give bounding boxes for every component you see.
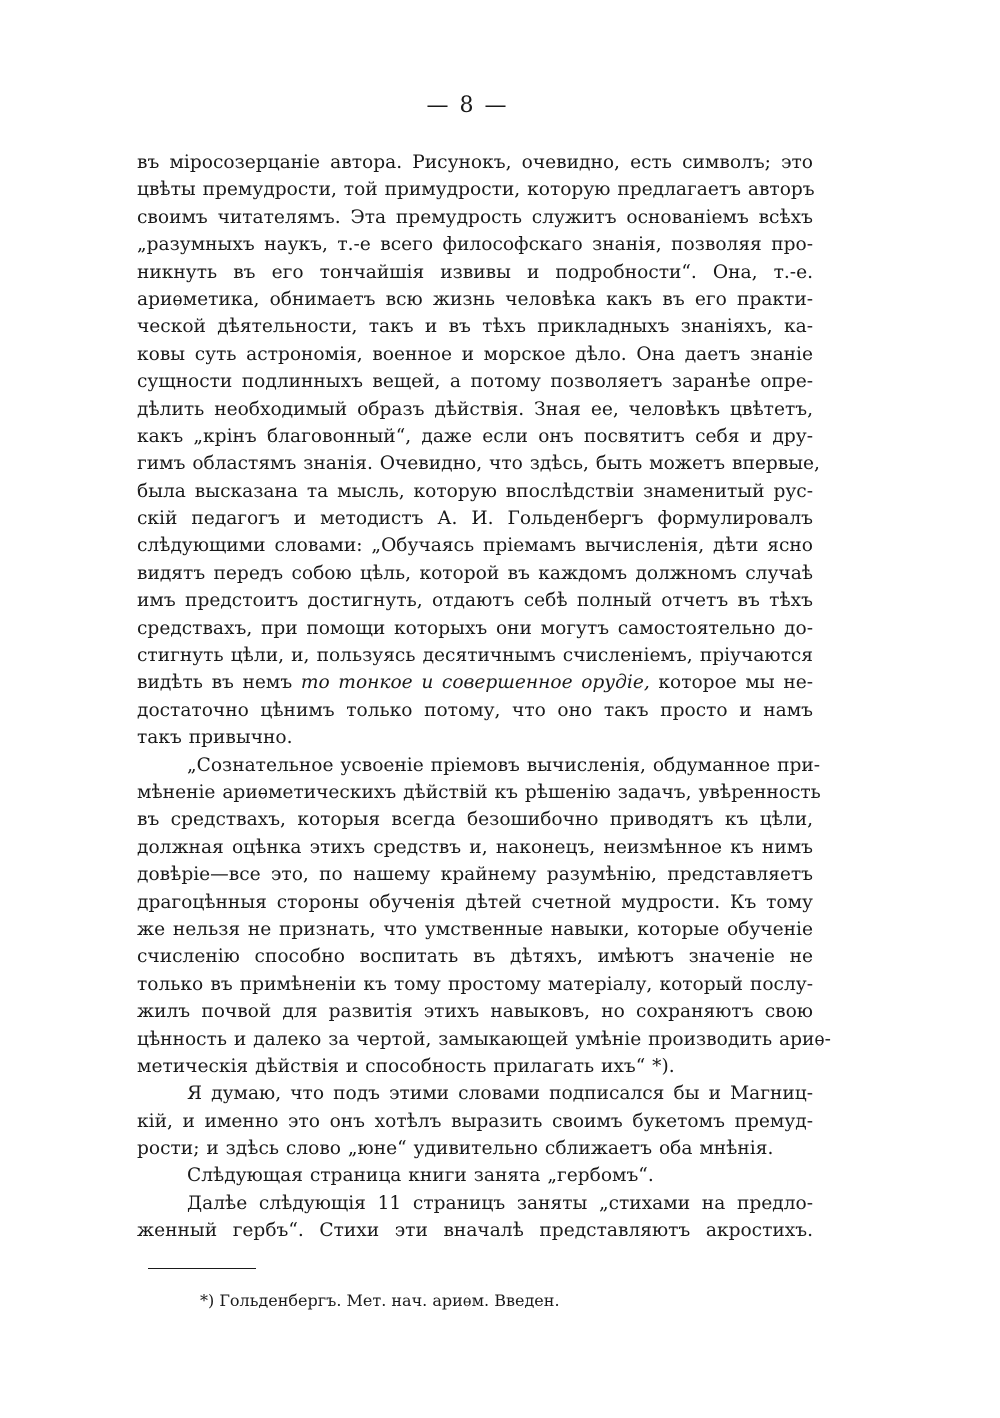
text-line: слѣдующими словами: „Обучаясь пріемамъ вычисленія, дѣти ясно: [137, 535, 813, 557]
text-line: такъ привычно.: [137, 727, 293, 749]
text-segment: которое мы не-: [649, 672, 813, 694]
text-line: ковы суть астрономія, военное и морское дѣло. Она даетъ знаніе: [137, 343, 813, 365]
text-line: женный гербъ“. Стихи эти вначалѣ представляютъ акростихъ.: [137, 1220, 813, 1242]
text-line: видятъ передъ собою цѣль, которой въ каждомъ должномъ случаѣ: [137, 562, 813, 584]
text-line: жилъ почвой для развитія этихъ навыковъ, но сохраняютъ свою: [137, 1001, 813, 1023]
italic-phrase: то тонкое и совершенное орудіе,: [300, 672, 650, 694]
text-line: своимъ читателямъ. Эта премудрость служитъ основаніемъ всѣхъ: [137, 206, 813, 228]
text-line: ариѳметика, обнимаетъ всю жизнь человѣка какъ въ его практи-: [137, 288, 813, 310]
text-line: драгоцѣнныя стороны обученія дѣтей счетной мудрости. Къ тому: [137, 891, 813, 913]
text-line: цѣнность и далеко за чертой, замыкающей умѣніе производить ариѳ-: [137, 1028, 831, 1050]
text-line: Далѣе слѣдующія 11 страницъ заняты „стихами на предло-: [187, 1192, 813, 1214]
text-line: цвѣты премудрости, той примудрости, которую предлагаетъ авторъ: [137, 179, 815, 201]
text-line: довѣріе—все это, по нашему крайнему разумѣнію, представляетъ: [137, 864, 813, 886]
text-line: гимъ областямъ знанія. Очевидно, что здѣсь, быть можетъ впервые,: [137, 453, 820, 475]
text-line: только въ примѣненіи къ тому простому матеріалу, который послу-: [137, 973, 813, 995]
text-line: въ средствахъ, которыя всегда безошибочно приводятъ къ цѣли,: [137, 809, 813, 831]
text-line: рости; и здѣсь слово „юне“ удивительно сближаетъ оба мнѣнія.: [137, 1138, 774, 1160]
text-line: какъ „крінъ благовонный“, даже если онъ посвятитъ себя и дру-: [137, 425, 813, 447]
text-line: Я думаю, что подъ этими словами подписался бы и Магниц-: [187, 1083, 813, 1105]
text-line: стигнуть цѣли, и, пользуясь десятичнымъ счисленіемъ, пріучаются: [137, 645, 813, 667]
text-line: метическія дѣйствія и способность прилагать ихъ“ *).: [137, 1055, 675, 1077]
text-line: никнуть въ его тончайшія извивы и подробности“. Она, т.-е.: [137, 261, 813, 283]
text-line-with-italic: [137, 669, 813, 696]
text-line: достаточно цѣнимъ только потому, что оно такъ просто и намъ: [137, 699, 813, 721]
footnote-divider: [148, 1268, 256, 1269]
text-line: мѣненіе ариѳметическихъ дѣйствій къ рѣшенію задачъ, увѣренность: [137, 781, 821, 803]
text-segment: видѣть въ немъ: [137, 672, 301, 694]
text-line: имъ предстоитъ достигнуть, отдаютъ себѣ полный отчетъ въ тѣхъ: [137, 590, 813, 612]
text-line: счисленію способно воспитать въ дѣтяхъ, имѣютъ значеніе не: [137, 946, 813, 968]
text-line: Слѣдующая страница книги занята „гербомъ“.: [187, 1165, 654, 1187]
page-number: — 8 —: [426, 93, 509, 118]
text-line: ческой дѣятельности, такъ и въ тѣхъ прикладныхъ знаніяхъ, ка-: [137, 316, 813, 338]
text-line: скій педагогъ и методистъ А. И. Гольденбергъ формулировалъ: [137, 508, 813, 530]
text-line: же нельзя не признать, что умственные навыки, которые обученіе: [137, 918, 813, 940]
text-line: дѣлить необходимый образъ дѣйствія. Зная ее, человѣкъ цвѣтетъ,: [137, 398, 813, 420]
text-line: была высказана та мысль, которую впослѣдствіи знаменитый рус-: [137, 480, 813, 502]
text-line: сущности подлинныхъ вещей, а потому позволяетъ заранѣе опре-: [137, 371, 813, 393]
footnote: *) Гольденбергъ. Мет. нач. ариѳм. Введен.: [200, 1291, 560, 1310]
text-line: средствахъ, при помощи которыхъ они могутъ самостоятельно до-: [137, 617, 813, 639]
body-text: [137, 149, 831, 1245]
text-line: „разумныхъ наукъ, т.-е всего философскаго знанія, позволяя про-: [137, 234, 813, 256]
text-line: въ міросозерцаніе автора. Рисунокъ, очевидно, есть символъ; это: [137, 152, 813, 173]
text-line: „Сознательное усвоеніе пріемовъ вычисленія, обдуманное при-: [187, 754, 821, 776]
text-line: кій, и именно это онъ хотѣлъ выразить своимъ букетомъ премуд-: [137, 1110, 813, 1132]
text-line: должная оцѣнка этихъ средствъ и, наконецъ, неизмѣнное къ нимъ: [137, 836, 813, 858]
